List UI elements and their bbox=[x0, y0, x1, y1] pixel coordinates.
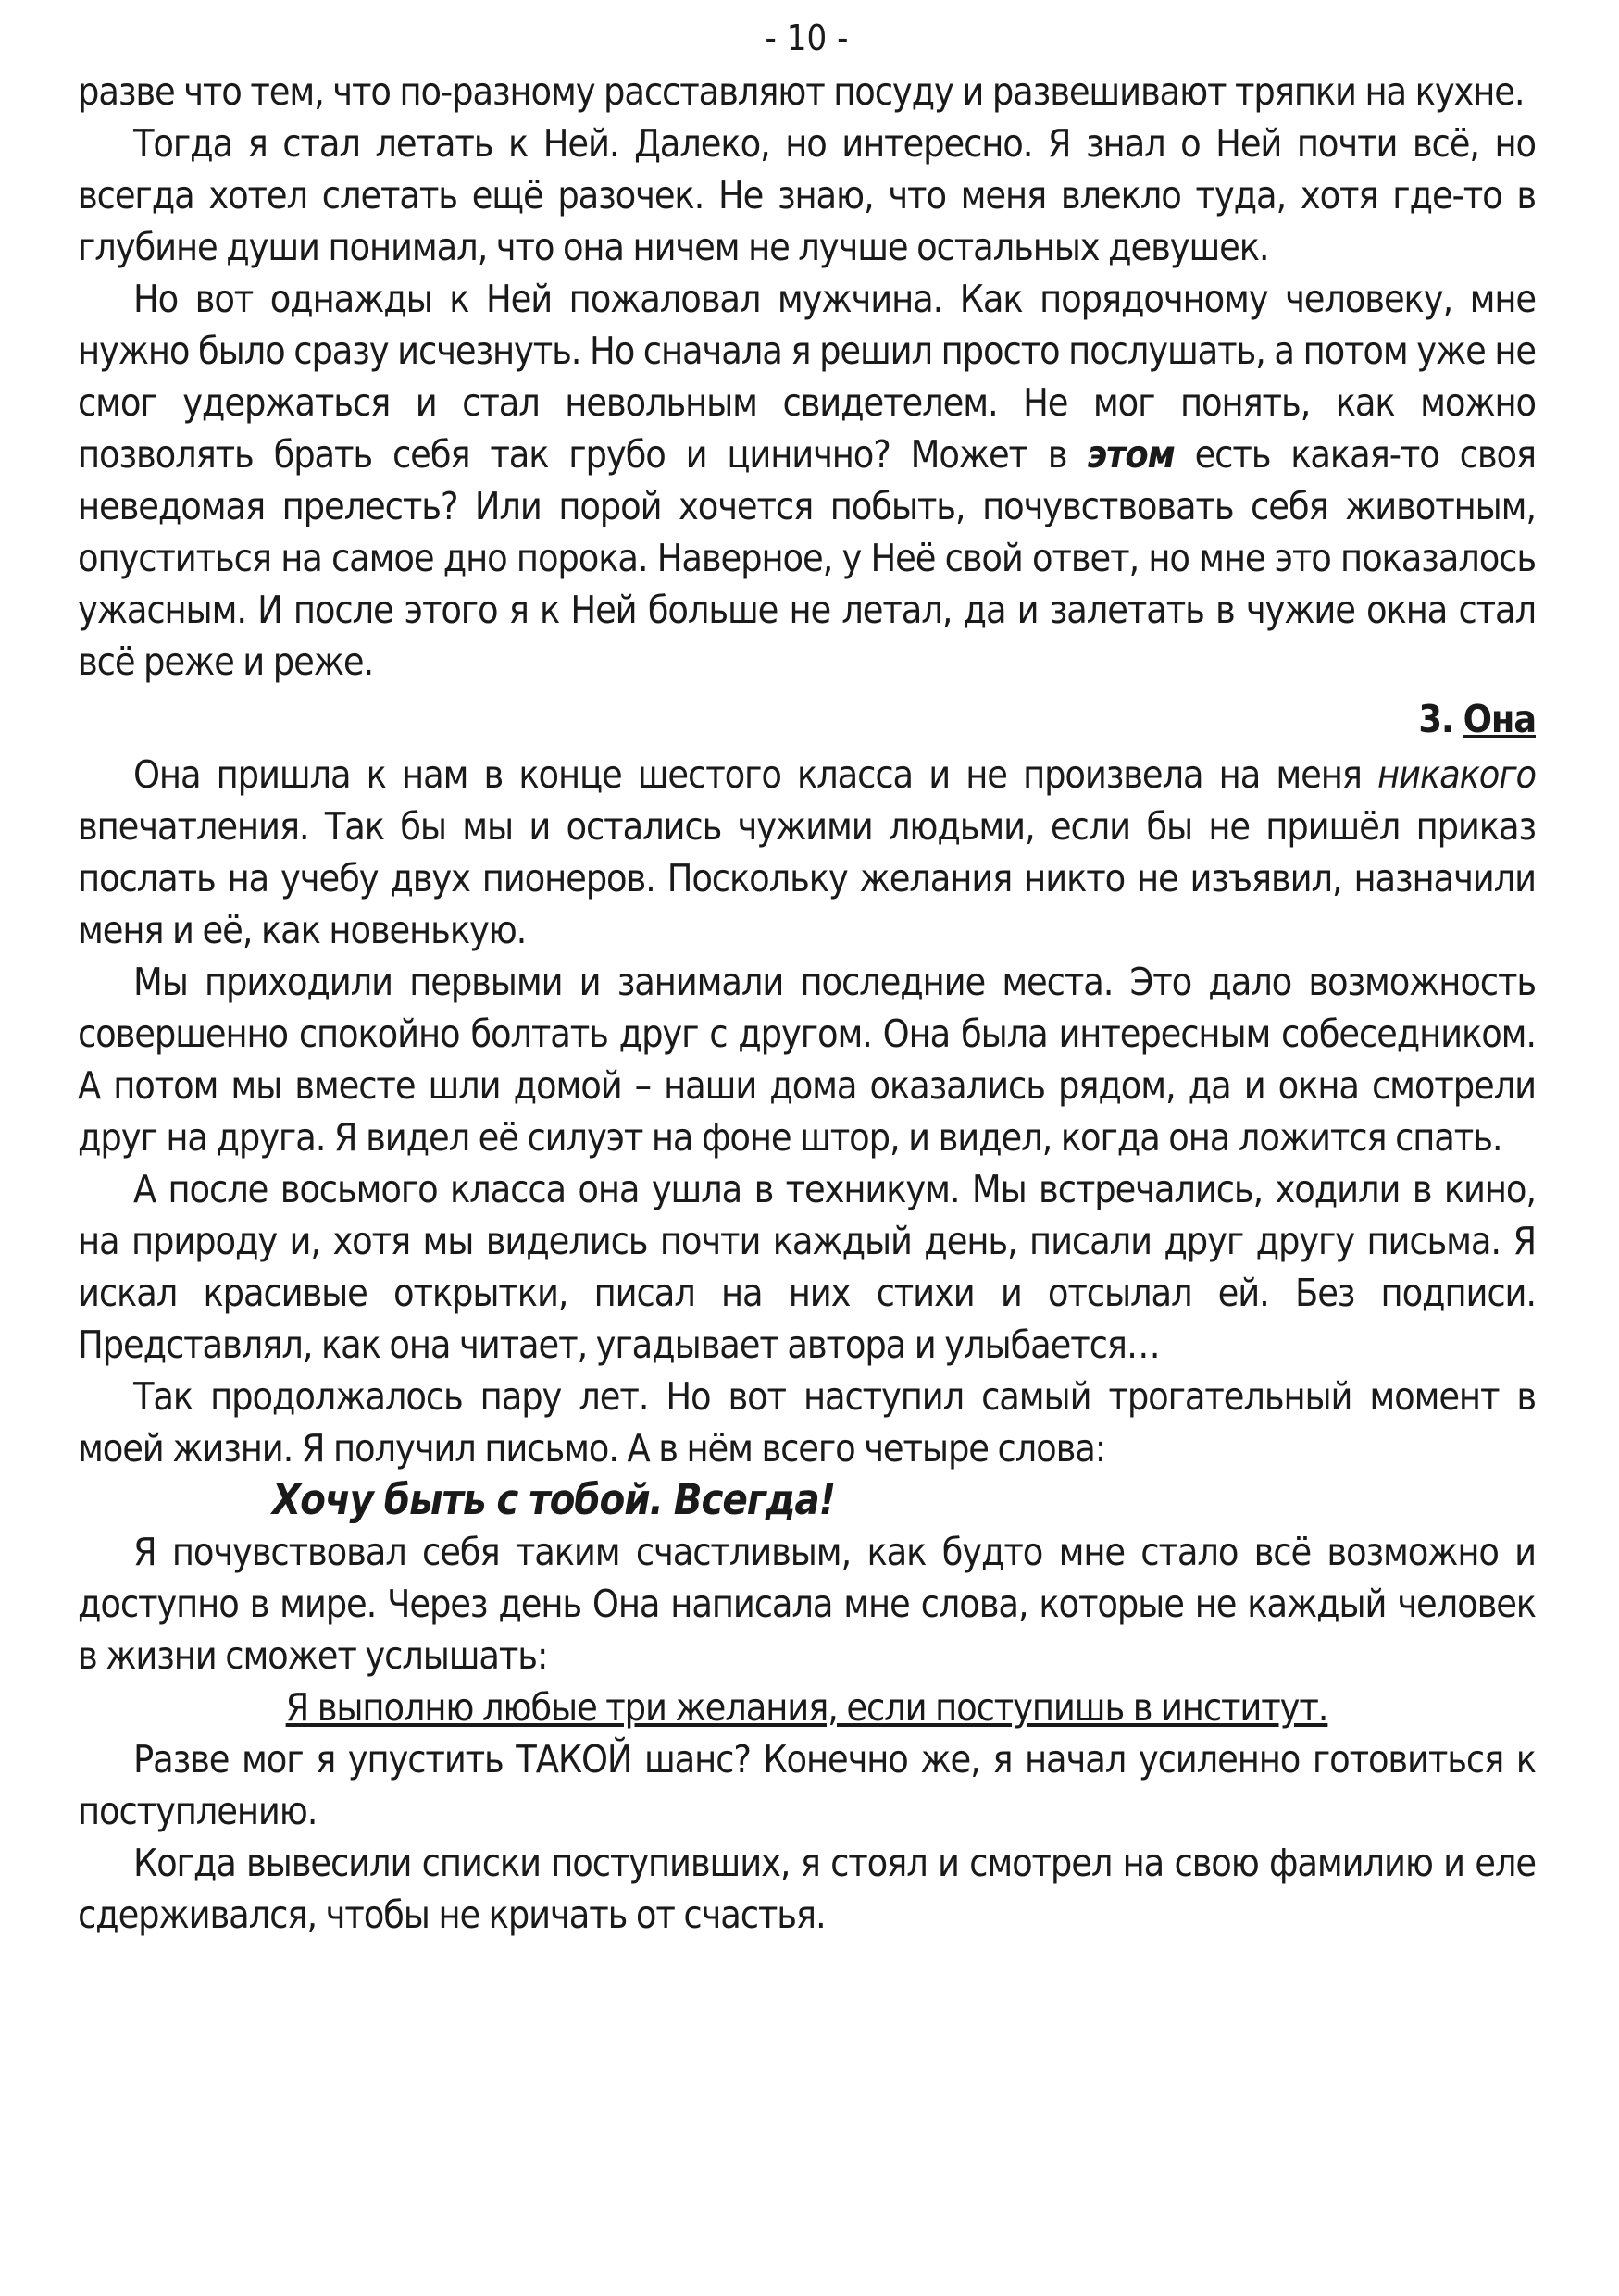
section-title: Она bbox=[1463, 697, 1536, 741]
paragraph-3 bbox=[78, 273, 1536, 688]
body-text bbox=[78, 66, 1536, 1941]
paragraph-1: разве что тем, что по-разному расставляют посуду и развешивают тряпки на кухне. bbox=[78, 69, 1525, 114]
paragraph-6: А после восьмого класса она ушла в техникум. Мы встречались, ходили в кино, на природу и, хотя мы виделись почти каждый день, писали друг другу письма. Я искал красивые открытки, писал на них стихи и отсылал ей. Без подписи. Представлял, как она читает, угадывает автора и улыбается… bbox=[78, 1167, 1536, 1367]
section-heading bbox=[78, 688, 1536, 749]
paragraph-3-after: есть какая-то своя неведомая прелесть? Или порой хочется побыть, почувствовать себя животным, опуститься на самое дно порока. Наверное, у Неё свой ответ, но мне это показалось ужасным. И после этого я к Ней больше не летал, да и залетать в чужие окна стал всё реже и реже. bbox=[78, 432, 1537, 684]
letter-quote: Хочу быть с тобой. Всегда! bbox=[272, 1475, 835, 1524]
italic-word: никакого bbox=[1377, 752, 1536, 797]
paragraph-4-after: впечатления. Так бы мы и остались чужими людьми, если бы не пришёл приказ послать на учебу двух пионеров. Поскольку желания никто не изъявил, назначили меня и её, как новенькую. bbox=[78, 804, 1536, 952]
paragraph-4 bbox=[78, 749, 1536, 956]
document-page bbox=[78, 0, 1536, 2296]
paragraph-9: Разве мог я упустить ТАКОЙ шанс? Конечно же, я начал усиленно готовиться к поступлению. bbox=[78, 1737, 1536, 1833]
paragraph-2: Тогда я стал летать к Ней. Далеко, но интересно. Я знал о Ней почти всё, но всегда хотел слетать ещё разочек. Не знаю, что меня влекло туда, хотя где-то в глубине души понимал, что она ничем не лучше остальных девушек. bbox=[78, 121, 1536, 269]
paragraph-3-before: Но вот однажды к Ней пожаловал мужчина. Как порядочному человеку, мне нужно было сразу исчезнуть. Но сначала я решил просто послушать, а потом уже не смог удержаться и стал невольным свидетелем. Не мог понять, как можно позволять брать себя так грубо и цинично? Может в bbox=[78, 277, 1536, 477]
paragraph-7: Так продолжалось пару лет. Но вот наступил самый трогательный момент в моей жизни. Я получил письмо. А в нём всего четыре слова: bbox=[78, 1374, 1536, 1471]
promise-quote: Я выполню любые три желания, если поступишь в институт. bbox=[285, 1685, 1328, 1730]
section-number: 3. bbox=[1418, 697, 1453, 741]
paragraph-8: Я почувствовал себя таким счастливым, как будто мне стало всё возможно и доступно в мире. Через день Она написала мне слова, которые не каждый человек в жизни сможет услышать: bbox=[78, 1530, 1536, 1678]
emphasis-word: этом bbox=[1087, 432, 1175, 477]
paragraph-4-before: Она пришла к нам в конце шестого класса и не произвела на меня bbox=[133, 752, 1378, 797]
paragraph-5: Мы приходили первыми и занимали последние места. Это дало возможность совершенно спокойно болтать друг с другом. Она была интересным собеседником. А потом мы вместе шли домой – наши дома оказались рядом, да и окна смотрели друг на друга. Я видел её силуэт на фоне штор, и видел, когда она ложится спать. bbox=[78, 960, 1536, 1160]
page-number: - 10 - bbox=[765, 18, 849, 58]
paragraph-10: Когда вывесили списки поступивших, я стоял и смотрел на свою фамилию и еле сдерживался, чтобы не кричать от счастья. bbox=[78, 1841, 1536, 1937]
